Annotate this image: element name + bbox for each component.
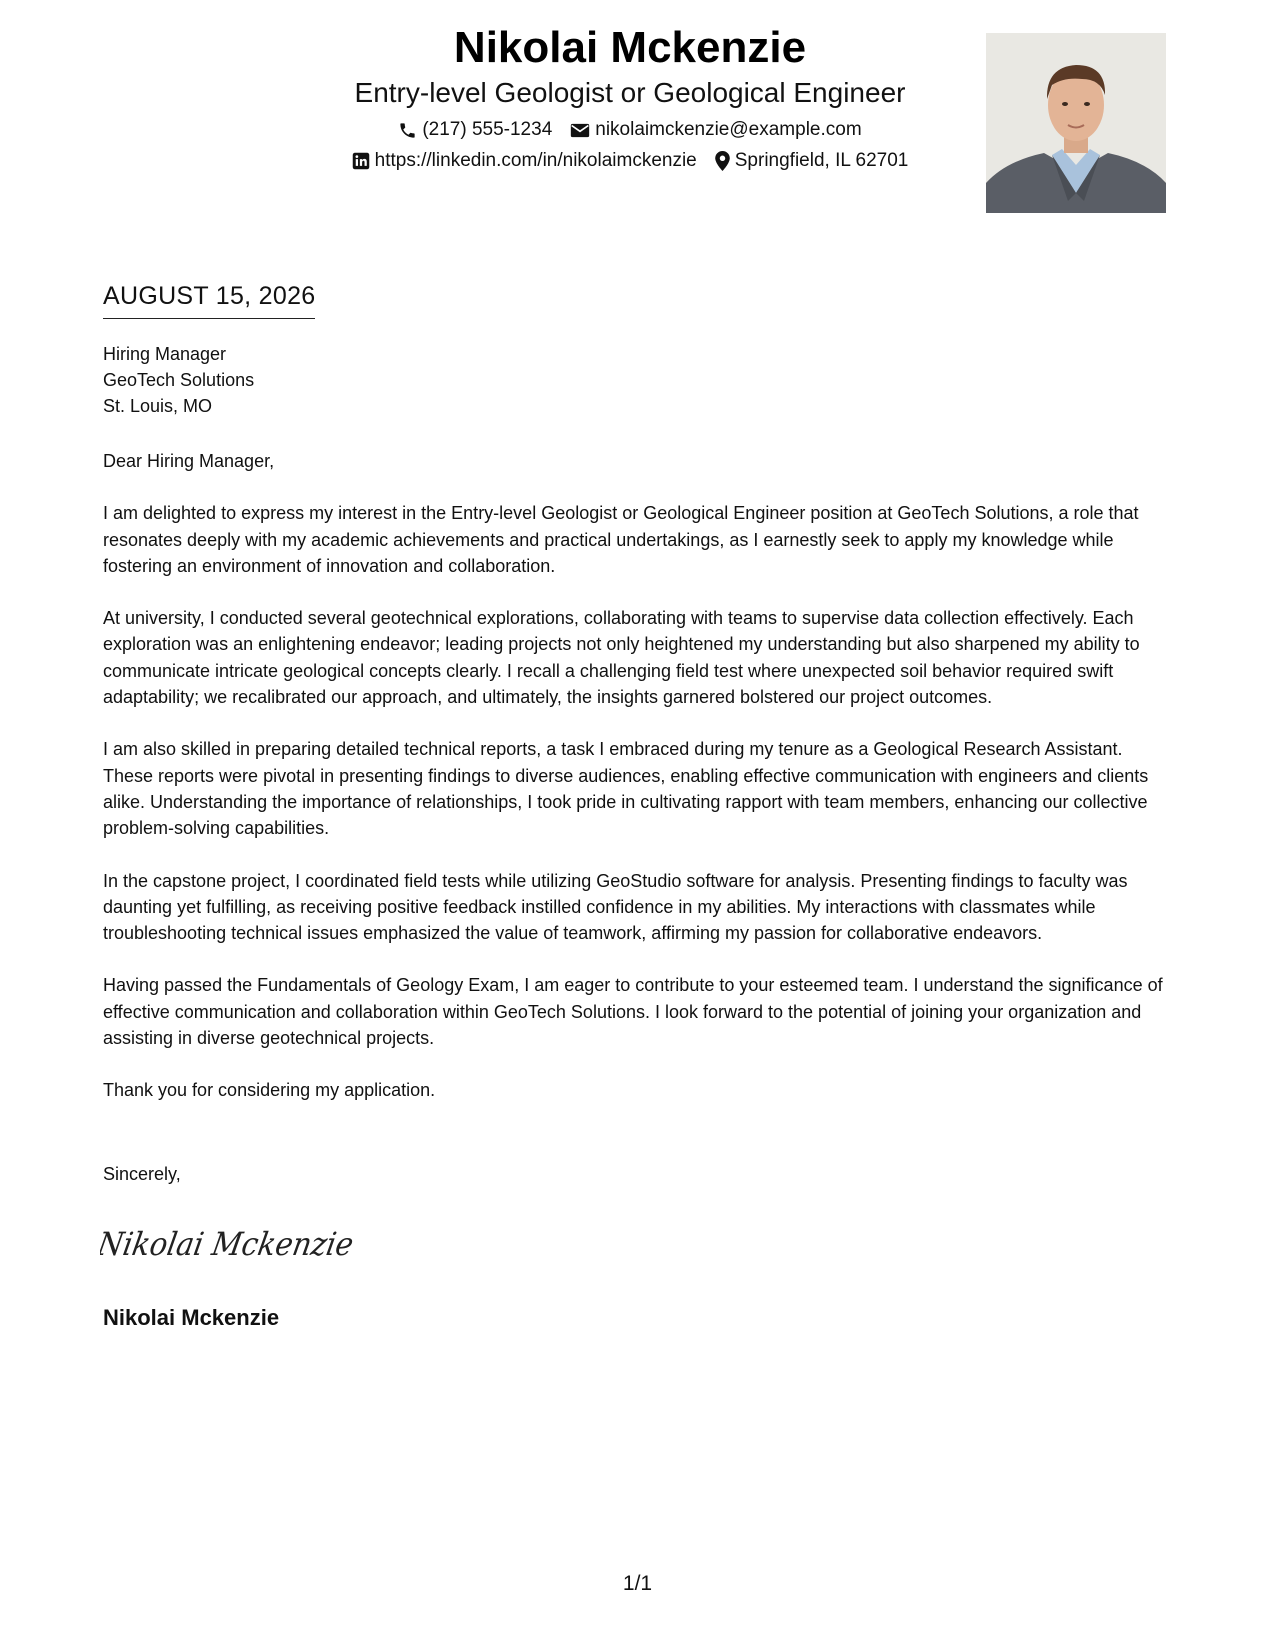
letter-date-block — [103, 280, 315, 319]
handwritten-signature — [100, 1222, 370, 1266]
recipient-name: Hiring Manager — [103, 344, 227, 364]
contact-row-1 — [300, 118, 960, 142]
recipient-company: GeoTech Solutions — [103, 370, 255, 390]
linkedin-text[interactable]: https://linkedin.com/in/nikolaimckenzie — [374, 150, 697, 171]
phone-text: (217) 555-1234 — [422, 119, 553, 140]
svg-text:Nikolai Mckenzie: Nikolai Mckenzie — [100, 1225, 370, 1263]
thank-you-line: Thank you for considering my application. — [103, 1080, 436, 1101]
salutation: Dear Hiring Manager, — [103, 451, 275, 471]
page-number: 1/1 — [622, 1572, 653, 1595]
email-contact[interactable] — [570, 118, 861, 142]
recipient-location: St. Louis, MO — [103, 396, 213, 416]
body-paragraph: In the capstone project, I coordinated field tests while utilizing GeoStudio software for analysis. Presenting findings to faculty was daunting yet fulfilling, as receiving positive feedback instilled confidence in my abilities. My interactions with classmates while troubleshooting technical issues emphasized the value of teamwork, affirming my passion for collaborative endeavors. — [103, 870, 1128, 944]
linkedin-contact[interactable] — [352, 149, 697, 173]
envelope-icon — [570, 122, 590, 139]
location-contact — [715, 149, 909, 173]
applicant-title: Entry-level Geologist or Geological Engineer — [354, 77, 906, 108]
body-paragraph: Having passed the Fundamentals of Geology Exam, I am eager to contribute to your esteemed team. I understand the significance of effective communication and collaboration within GeoTech Solutions. I look forward to the potential of joining your organization and assisting in diverse geotechnical projects. — [103, 975, 1163, 1049]
recipient-address — [103, 341, 254, 419]
letter-date: AUGUST 15, 2026 — [103, 280, 315, 319]
signer-name: Nikolai Mckenzie — [103, 1305, 280, 1330]
letter-body — [103, 448, 1173, 1130]
phone-contact — [398, 118, 552, 142]
letter-header — [0, 20, 1275, 220]
body-paragraph: I am also skilled in preparing detailed technical reports, a task I embraced during my tenure as a Geological Research Assistant. These reports were pivotal in presenting findings to diverse audiences, enabling effective communication with engineers and clients alike. Understanding the importance of relationships, I took pride in cultivating rapport with team members, enhancing our collective problem-solving capabilities. — [103, 739, 1149, 839]
location-text: Springfield, IL 62701 — [734, 150, 909, 171]
email-text[interactable]: nikolaimckenzie@example.com — [595, 119, 862, 140]
map-pin-icon — [715, 151, 730, 171]
body-paragraph: At university, I conducted several geotechnical explorations, collaborating with teams to supervise data collection effectively. Each exploration was an enlightening endeavor; leading projects not only heightened my understanding but also sharpened my ability to communicate intricate geological concepts clearly. I recall a challenging field test where unexpected soil behavior required swift adaptability; we recalibrated our approach, and ultimately, the insights garnered bolstered our project outcomes. — [103, 608, 1140, 708]
profile-photo — [986, 33, 1166, 213]
phone-icon — [398, 121, 417, 140]
contact-row-2 — [300, 149, 960, 173]
linkedin-icon — [352, 152, 370, 170]
header-info — [300, 20, 960, 173]
body-paragraph: I am delighted to express my interest in the Entry-level Geologist or Geological Engineer position at GeoTech Solutions, a role that resonates deeply with my academic achievements and practical undertakings, as I earnestly seek to apply my knowledge while fostering an environment of innovation and collaboration. — [103, 503, 1139, 576]
applicant-name: Nikolai Mckenzie — [453, 23, 807, 72]
closing: Sincerely, — [103, 1164, 181, 1184]
